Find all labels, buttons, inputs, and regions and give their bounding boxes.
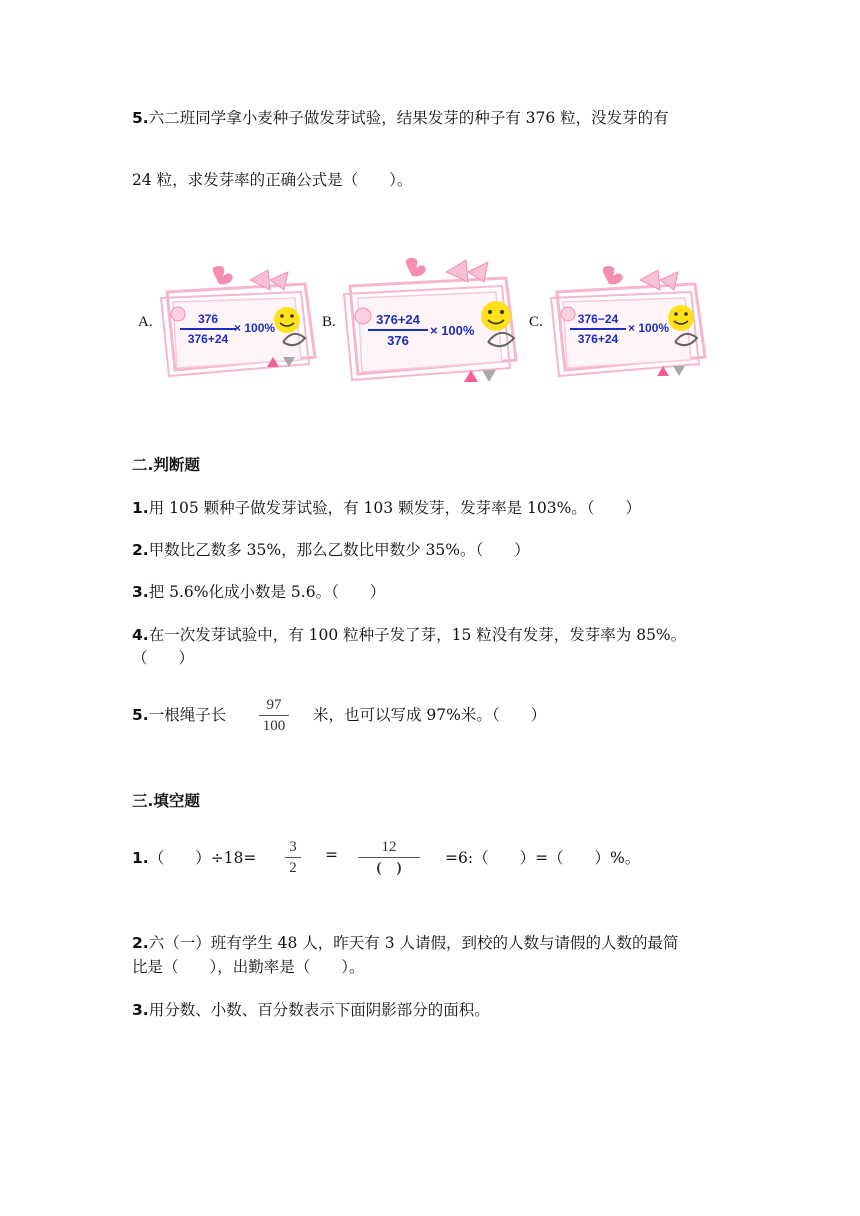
smiley-icon — [274, 307, 300, 333]
q5-number: 5. — [132, 109, 149, 127]
rope-length-fraction: 97 100 — [259, 696, 289, 735]
judge-item-4-bracket: （ ） — [132, 649, 195, 667]
heart-icon — [603, 266, 623, 284]
option-a-fraction: 376 376+24 — [180, 312, 236, 346]
fill-item-1-tail: =6:（ ）=（ ）%。 — [445, 849, 641, 867]
judge-item-2: 2.甲数比乙数多 35%，那么乙数比甲数少 35%。（ ） — [132, 541, 530, 559]
option-b-label: B. — [322, 314, 336, 330]
judge-item-1: 1.用 105 颗种子做发芽试验，有 103 颗发芽，发芽率是 103%。（ ） — [132, 499, 642, 517]
option-c-times: × 100% — [628, 321, 670, 335]
fill-item-1: 1.（ ）÷18= — [132, 849, 257, 867]
option-b-fraction: 376+24 376 — [368, 312, 428, 348]
heart-icon — [213, 266, 233, 284]
option-a-label: A. — [138, 314, 153, 330]
judge-item-5-tail: 米，也可以写成 97%米。（ ） — [313, 706, 547, 724]
fill-equals: = — [325, 846, 338, 864]
judge-item-5: 5.一根绳子长 — [132, 706, 227, 724]
option-a-times: × 100% — [234, 321, 276, 335]
fill-item-2-line1: 2.六（一）班有学生 48 人，昨天有 3 人请假，到校的人数与请假的人数的最简 — [132, 934, 679, 952]
heart-icon — [406, 258, 426, 276]
option-c-fraction: 376−24 376+24 — [570, 312, 626, 346]
q5-line1: 5.六二班同学拿小麦种子做发芽试验，结果发芽的种子有 376 粒，没发芽的有 — [132, 109, 669, 127]
q5-line2: 24 粒，求发芽率的正确公式是（ ）。 — [132, 171, 413, 189]
fill-item-2-line2: 比是（ ），出勤率是（ ）。 — [132, 958, 365, 976]
judge-item-4: 4.在一次发芽试验中，有 100 粒种子发了芽，15 粒没有发芽，发芽率为 85%。 — [132, 626, 687, 644]
smiley-icon — [481, 301, 511, 331]
fill-fraction-3-2: 3 2 — [285, 838, 301, 877]
fill-item-3: 3.用分数、小数、百分数表示下面阴影部分的面积。 — [132, 1001, 490, 1019]
option-c-label: C. — [529, 314, 543, 330]
judge-item-3: 3.把 5.6%化成小数是 5.6。（ ） — [132, 583, 386, 601]
fill-fraction-12-blank[interactable]: 12 ( ) — [358, 838, 420, 877]
section2-title: 二.判断题 — [132, 456, 200, 474]
option-b-times: × 100% — [430, 323, 475, 338]
section3-title: 三.填空题 — [132, 792, 200, 810]
card-frame-b — [338, 250, 528, 390]
smiley-icon — [668, 305, 694, 331]
